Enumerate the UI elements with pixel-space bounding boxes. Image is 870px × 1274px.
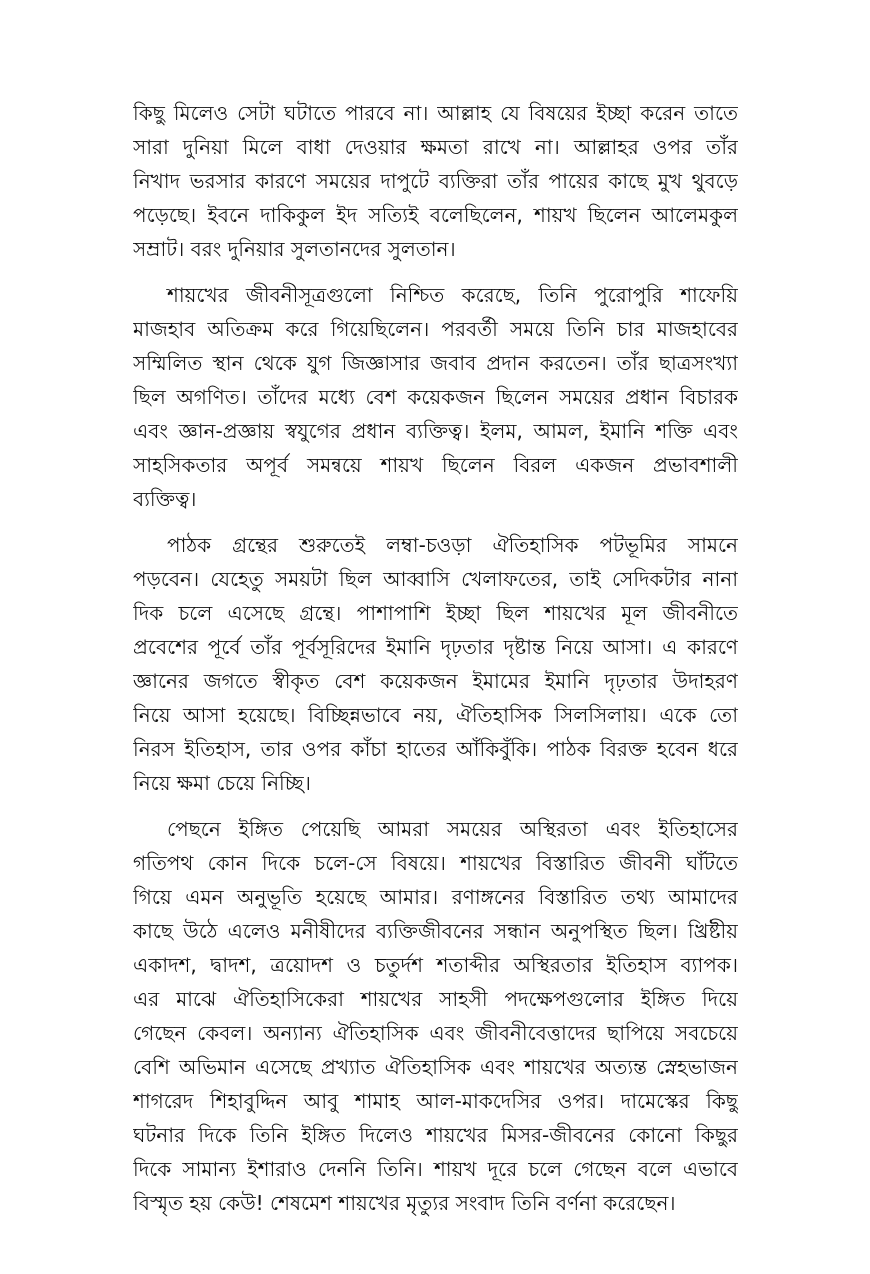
paragraph-3 bbox=[133, 528, 738, 800]
text-line: ঘটনার দিকে তিনি ইঙ্গিত দিলেও শায়খের মিসর-জীবনের কোনো কিছুর bbox=[133, 1123, 738, 1147]
text-line: নিরস ইতিহাস, তার ওপর কাঁচা হাতের আঁকিবুঁকি। পাঠক বিরক্ত হবেন ধরে bbox=[133, 737, 738, 761]
paragraph-1 bbox=[133, 96, 738, 266]
text-line: গেছেন কেবল। অন্যান্য ঐতিহাসিক এবং জীবনীবেত্তাদের ছাপিয়ে সবচেয়ে bbox=[133, 1021, 738, 1045]
text-line: নিয়ে ক্ষমা চেয়ে নিচ্ছি। bbox=[133, 771, 311, 795]
text-line: শায়খের জীবনীসূত্রগুলো নিশ্চিত করেছে, তিনি পুরোপুরি শাফেয়ি bbox=[167, 283, 738, 307]
text-line: সম্রাট। বরং দুনিয়ার সুলতানদের সুলতান। bbox=[133, 237, 456, 261]
text-line: গতিপথ কোন দিকে চলে-সে বিষয়ে। শায়খের বিস্তারিত জীবনী ঘাঁটতে bbox=[133, 851, 738, 875]
text-line: নিখাদ ভরসার কারণে সময়ের দাপুটে ব্যক্তিরা তাঁর পায়ের কাছে মুখ থুবড়ে bbox=[133, 169, 738, 193]
text-line: মাজহাব অতিক্রম করে গিয়েছিলেন। পরবর্তী সময়ে তিনি চার মাজহাবের bbox=[133, 317, 738, 341]
text-line: সাহসিকতার অপূর্ব সমন্বয়ে শায়খ ছিলেন বিরল একজন প্রভাবশালী bbox=[133, 453, 738, 477]
body-text bbox=[133, 96, 738, 1232]
text-line: পড়েছে। ইবনে দাকিকুল ইদ সত্যিই বলেছিলেন, শায়খ ছিলেন আলেমকুল bbox=[133, 203, 738, 227]
text-line: পেছনে ইঙ্গিত পেয়েছি আমরা সময়ের অস্থিরতা এবং ইতিহাসের bbox=[167, 817, 738, 841]
text-line: প্রবেশের পূর্বে তাঁর পূর্বসূরিদের ইমানি দৃঢ়তার দৃষ্টান্ত নিয়ে আসা। এ কারণে bbox=[133, 635, 738, 659]
text-line: বেশি অভিমান এসেছে প্রখ্যাত ঐতিহাসিক এবং শায়খের অত্যন্ত স্নেহভাজন bbox=[133, 1055, 738, 1079]
text-line: সম্মিলিত স্থান থেকে যুগ জিজ্ঞাসার জবাব প্রদান করতেন। তাঁর ছাত্রসংখ্যা bbox=[133, 351, 738, 375]
text-line: সারা দুনিয়া মিলে বাধা দেওয়ার ক্ষমতা রাখে না। আল্লাহর ওপর তাঁর bbox=[133, 135, 738, 159]
text-line: এর মাঝে ঐতিহাসিকেরা শায়খের সাহসী পদক্ষেপগুলোর ইঙ্গিত দিয়ে bbox=[133, 987, 738, 1011]
text-line: দিকে সামান্য ইশারাও দেননি তিনি। শায়খ দূরে চলে গেছেন বলে এভাবে bbox=[133, 1157, 738, 1181]
text-line: কিছু মিলেও সেটা ঘটাতে পারবে না। আল্লাহ যে বিষয়ের ইচ্ছা করেন তাতে bbox=[133, 101, 738, 125]
text-line: কাছে উঠে এলেও মনীষীদের ব্যক্তিজীবনের সন্ধান অনুপস্থিত ছিল। খ্রিষ্টীয় bbox=[133, 919, 738, 943]
text-line: বিস্মৃত হয় কেউ! শেষমেশ শায়খের মৃত্যুর সংবাদ তিনি বর্ণনা করেছেন। bbox=[133, 1191, 676, 1215]
text-line: পড়বেন। যেহেতু সময়টা ছিল আব্বাসি খেলাফতের, তাই সেদিকটার নানা bbox=[133, 567, 738, 591]
text-line: ছিল অগণিত। তাঁদের মধ্যে বেশ কয়েকজন ছিলেন সময়ের প্রধান বিচারক bbox=[133, 385, 738, 409]
text-line: শাগরেদ শিহাবুদ্দিন আবু শামাহ আল-মাকদেসির ওপর। দামেস্কের কিছু bbox=[133, 1089, 738, 1113]
paragraph-4 bbox=[133, 812, 738, 1220]
text-line: পাঠক গ্রন্থের শুরুতেই লম্বা-চওড়া ঐতিহাসিক পটভূমির সামনে bbox=[167, 533, 738, 557]
text-line: গিয়ে এমন অনুভূতি হয়েছে আমার। রণাঙ্গনের বিস্তারিত তথ্য আমাদের bbox=[133, 885, 738, 909]
text-line: ব্যক্তিত্ব। bbox=[133, 487, 197, 511]
paragraph-2 bbox=[133, 278, 738, 516]
text-line: নিয়ে আসা হয়েছে। বিচ্ছিন্নভাবে নয়, ঐতিহাসিক সিলসিলায়। একে তো bbox=[133, 703, 738, 727]
text-line: দিক চলে এসেছে গ্রন্থে। পাশাপাশি ইচ্ছা ছিল শায়খের মূল জীবনীতে bbox=[133, 601, 738, 625]
text-line: এবং জ্ঞান-প্রজ্ঞায় স্বযুগের প্রধান ব্যক্তিত্ব। ইলম, আমল, ইমানি শক্তি এবং bbox=[133, 419, 738, 443]
text-line: একাদশ, দ্বাদশ, ত্রয়োদশ ও চতুর্দশ শতাব্দীর অস্থিরতার ইতিহাস ব্যাপক। bbox=[133, 953, 738, 977]
text-line: জ্ঞানের জগতে স্বীকৃত বেশ কয়েকজন ইমামের ইমানি দৃঢ়তার উদাহরণ bbox=[133, 669, 738, 693]
